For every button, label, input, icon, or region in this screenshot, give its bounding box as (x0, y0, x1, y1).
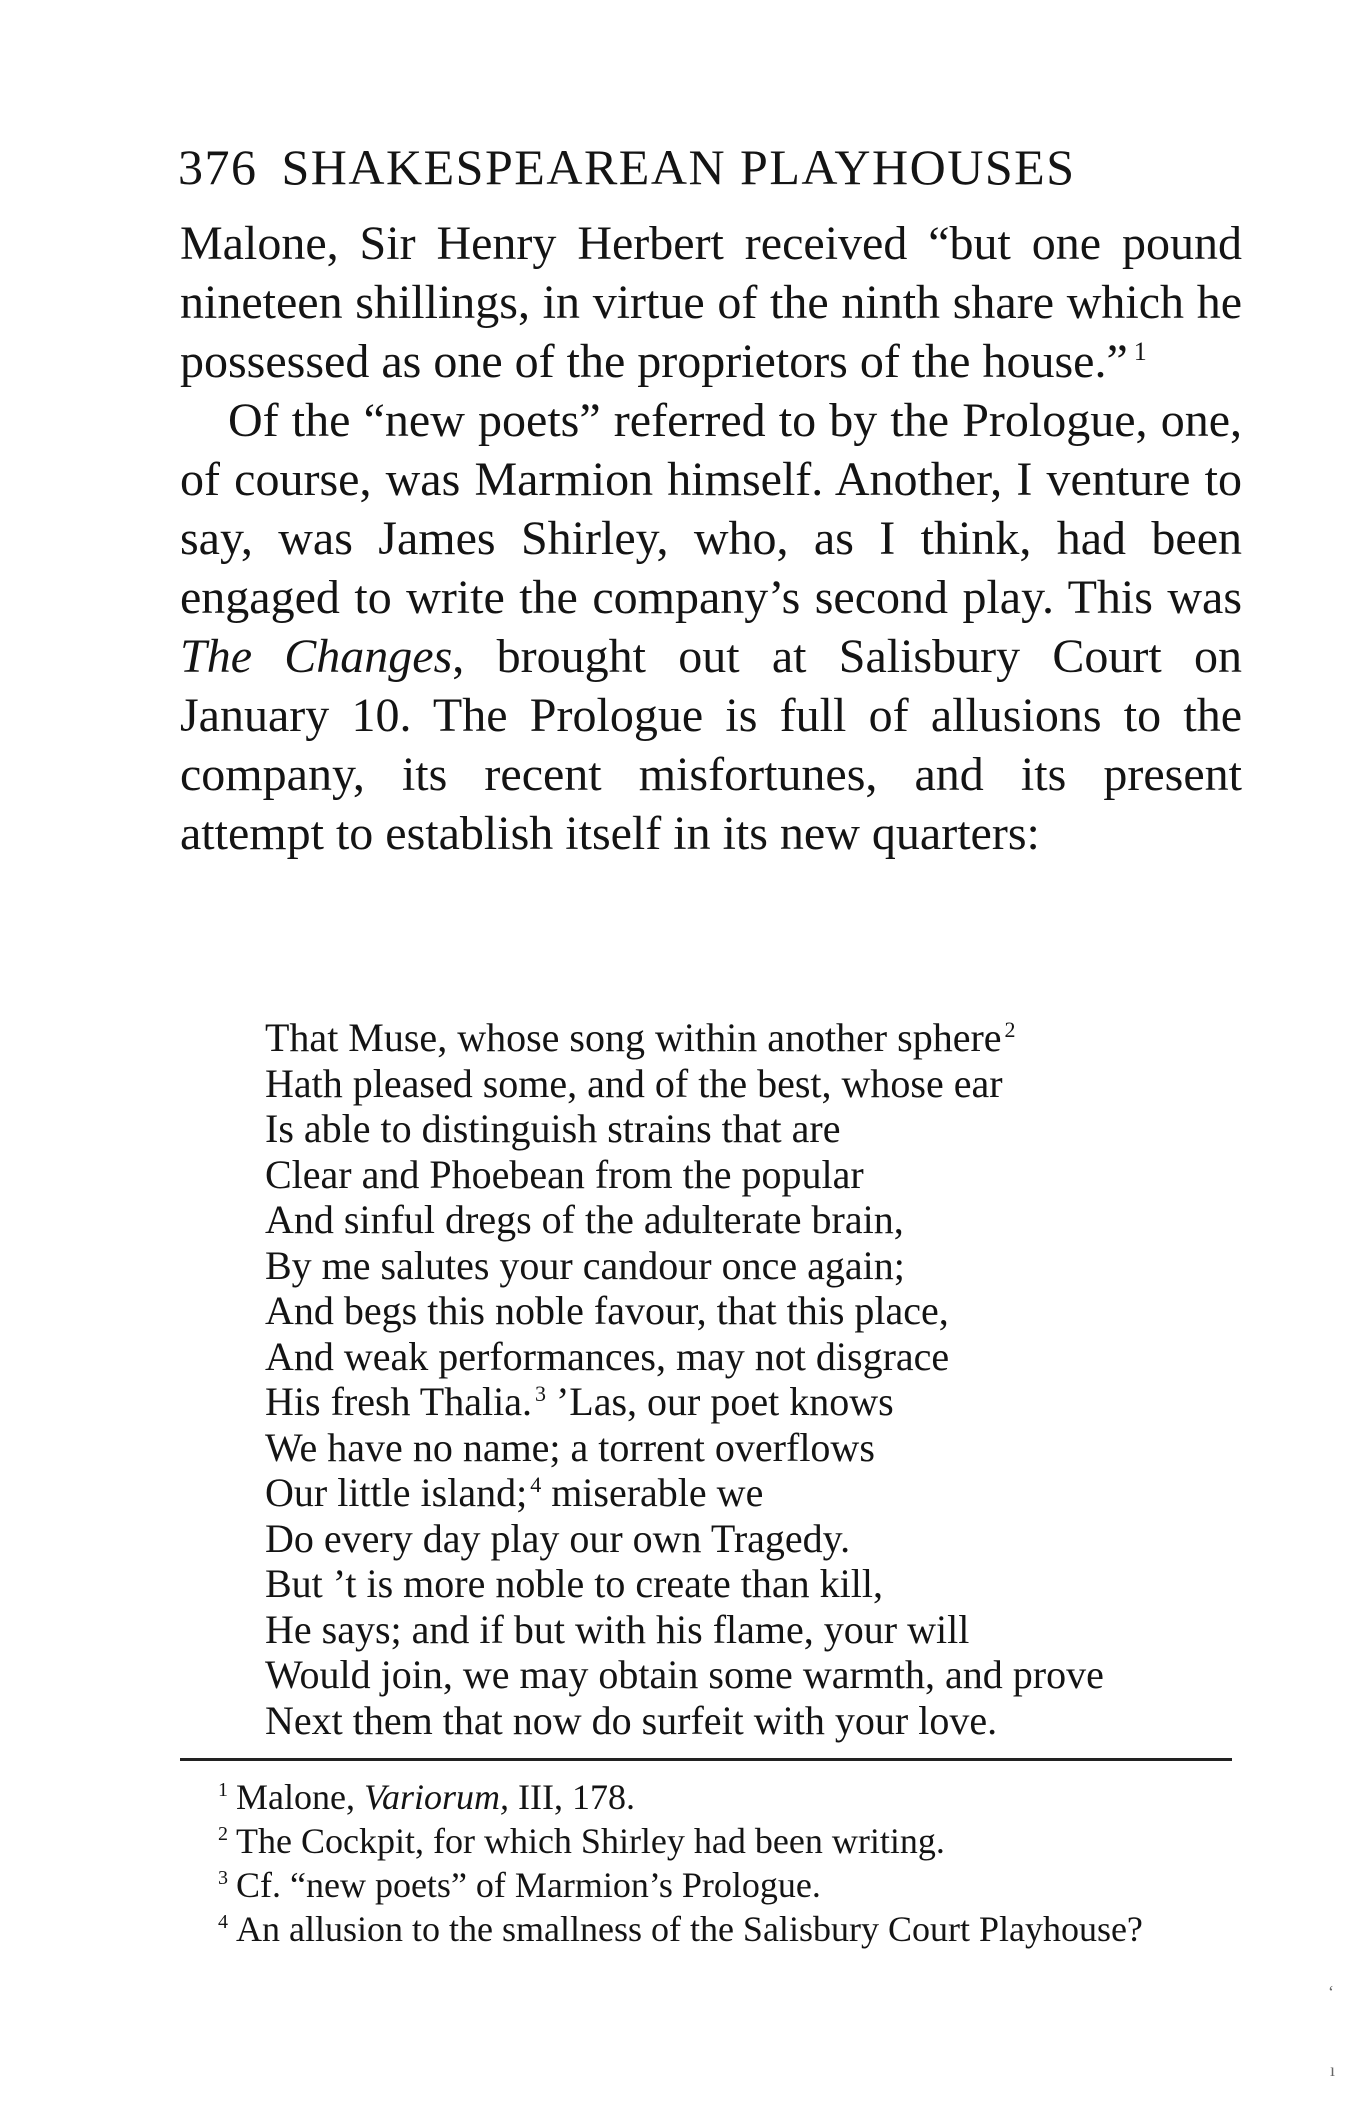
footnote-text: Cf. “new poets” of Marmion’s Prologue. (236, 1865, 821, 1905)
paragraph-2 (180, 391, 1242, 863)
verse-line: Would join, we may obtain some warmth, and prove (265, 1652, 1104, 1697)
running-title: SHAKESPEAREAN PLAYHOUSES (281, 139, 1076, 195)
page-number: 376 (178, 139, 258, 195)
stray-mark: ‘ (1328, 1982, 1334, 2002)
verse-line: And sinful dregs of the adulterate brain, (265, 1197, 904, 1242)
running-header (178, 138, 1076, 196)
verse-line: By me salutes your candour once again; (265, 1242, 905, 1288)
verse-line: Next them that now do surfeit with your love. (265, 1697, 998, 1743)
verse-line: But ’t is more noble to create than kill, (265, 1561, 884, 1606)
footnotes (180, 1775, 1230, 1951)
paragraph-2-text-a: Of the “new poets” referred to by the Prologue, one, of course, was Marmion himself. Another, I venture to say, was James Shirley, who, as I think, had been engaged to write the company’s second play. This was (180, 394, 1242, 624)
verse-line: Do every day play our own Tragedy. (265, 1515, 851, 1561)
verse-line: And weak performances, may not disgrace (265, 1333, 950, 1379)
footnote-text: The Cockpit, for which Shirley had been writing. (236, 1821, 945, 1861)
footnote-ref-1: 1 (1133, 337, 1147, 366)
footnote-text: III, 178. (509, 1777, 635, 1817)
footnote-text: An allusion to the smallness of the Salisbury Court Playhouse? (236, 1909, 1143, 1949)
footnote-mark: 3 (218, 1867, 228, 1889)
footnote-divider (180, 1758, 1232, 1761)
verse-line-text: ’Las, our poet knows (545, 1379, 894, 1424)
play-title: The Changes (180, 630, 453, 683)
footnote-ref-4: 4 (530, 1471, 542, 1497)
footnote-2 (180, 1819, 1230, 1863)
verse-line: Hath pleased some, and of the best, whose ear (265, 1060, 1003, 1106)
footnote-mark: 1 (218, 1779, 228, 1801)
verse-line-text: miserable we (541, 1470, 764, 1515)
verse-line (265, 1470, 1104, 1516)
verse-line: Clear and Phoebean from the popular (265, 1151, 864, 1197)
verse-line: We have no name; a torrent overflows (265, 1424, 875, 1470)
paragraph-1 (180, 214, 1242, 391)
verse-line-text: That Muse, whose song within another sphere (265, 1015, 1002, 1060)
footnote-1 (180, 1775, 1230, 1819)
footnote-ref-2: 2 (1004, 1016, 1016, 1042)
stray-mark: ı (1330, 2060, 1336, 2080)
footnote-mark: 4 (218, 1911, 228, 1933)
verse-line: He says; and if but with his flame, your will (265, 1606, 970, 1652)
verse-line-text: Our little island; (265, 1470, 528, 1515)
footnote-title: Variorum, (363, 1777, 509, 1817)
paragraph-1-text: Malone, Sir Henry Herbert received “but one pound nineteen shillings, in virtue of the ninth share which he possessed as one of the proprietors of the house.” (180, 217, 1242, 388)
paragraph-2-text-b: , brought out at Salisbury Court on January 10. The Prologue is full of allusions to the company, its recent misfortunes, and its present attempt to establish itself in its new quarters: (180, 630, 1243, 860)
footnote-ref-3: 3 (534, 1380, 546, 1406)
verse-block (265, 1015, 1104, 1743)
footnote-4 (180, 1907, 1230, 1951)
footnote-mark: 2 (218, 1823, 228, 1845)
verse-line-text: His fresh Thalia. (265, 1379, 532, 1424)
verse-line: Is able to distinguish strains that are (265, 1106, 841, 1151)
verse-line: And begs this noble favour, that this place, (265, 1288, 949, 1333)
footnote-text: Malone, (236, 1777, 364, 1817)
verse-line (265, 1379, 1104, 1425)
main-text (180, 214, 1242, 863)
verse-line (265, 1015, 1104, 1061)
footnote-3 (180, 1863, 1230, 1907)
